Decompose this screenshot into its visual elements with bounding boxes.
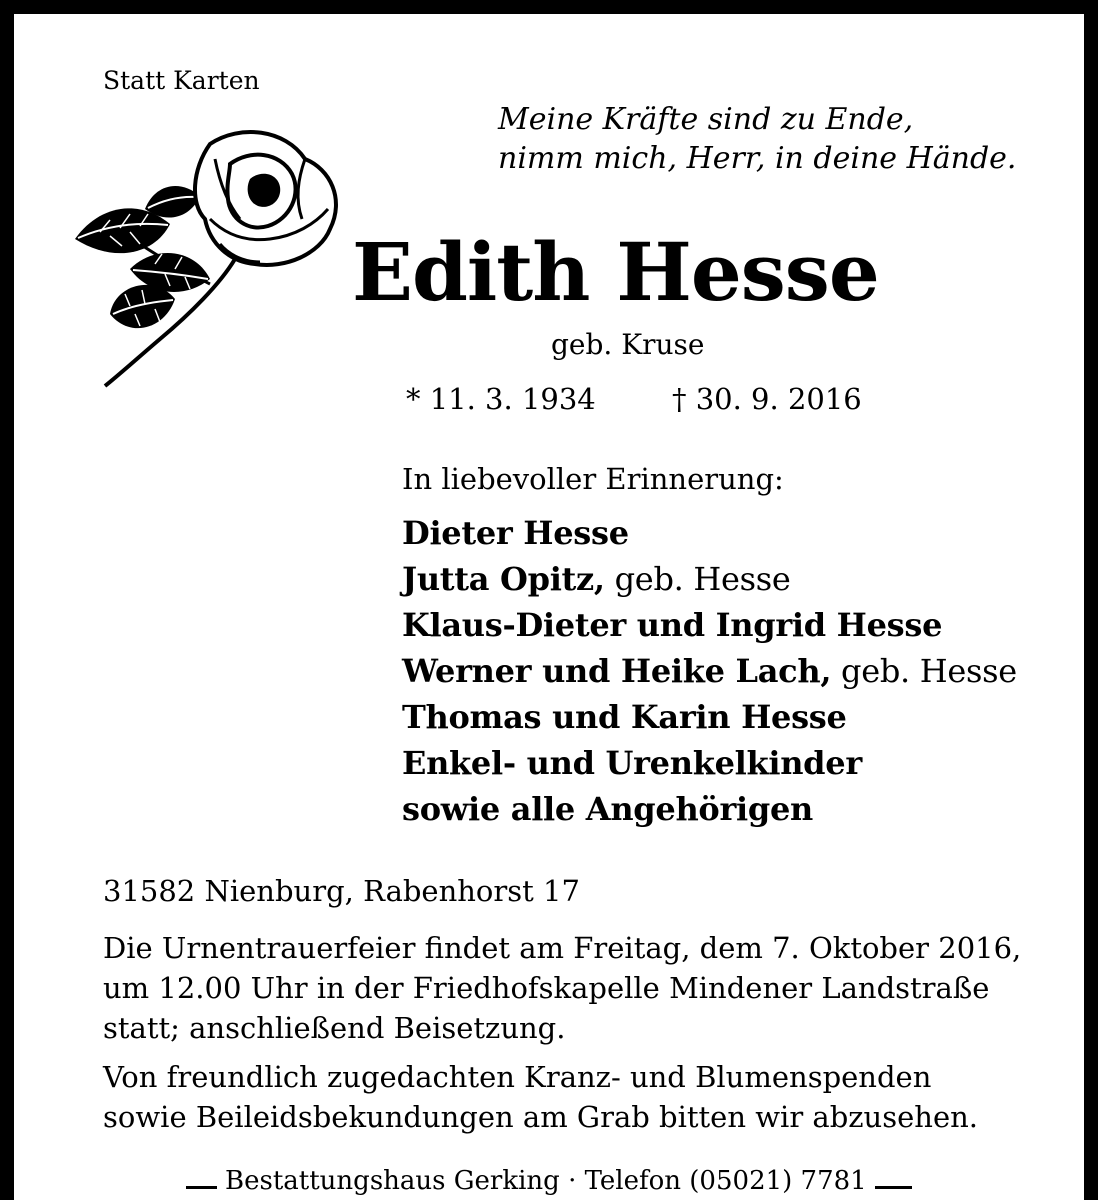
- death-date: † 30. 9. 2016: [672, 382, 862, 416]
- ceremony-paragraph: [103, 928, 1023, 1048]
- mourner-name: Enkel- und Urenkelkinder: [402, 744, 862, 782]
- address: 31582 Nienburg, Rabenhorst 17: [103, 874, 580, 908]
- mourner-name: Thomas und Karin Hesse: [402, 698, 847, 736]
- ceremony-line-1: Die Urnentrauerfeier findet am Freitag, dem 7. Oktober 2016,: [103, 931, 1022, 965]
- request-line-1: Von freundlich zugedachten Kranz- und Blumenspenden: [103, 1060, 932, 1094]
- birth-date: * 11. 3. 1934: [406, 382, 596, 416]
- funeral-home-footer: Bestattungshaus Gerking · Telefon (05021) 7781: [217, 1166, 875, 1196]
- mourner-name: sowie alle Angehörigen: [402, 790, 813, 828]
- mourner-row: [402, 602, 1017, 648]
- mourners-list: [402, 510, 1017, 832]
- motto-line-2: nimm mich, Herr, in deine Hände.: [498, 141, 1017, 176]
- rose-icon: [70, 124, 350, 394]
- mourner-name: Jutta Opitz,: [402, 560, 605, 598]
- mourner-row: [402, 694, 1017, 740]
- request-paragraph: [103, 1057, 1023, 1137]
- motto-line-1: Meine Kräfte sind zu Ende,: [498, 102, 914, 137]
- deceased-name: Edith Hesse: [352, 225, 879, 319]
- ceremony-line-3: statt; anschließend Beisetzung.: [103, 1011, 566, 1045]
- mourner-row: [402, 786, 1017, 832]
- mourner-note: geb. Hesse: [604, 560, 791, 598]
- mourner-name: Werner und Heike Lach,: [402, 652, 832, 690]
- mourner-row: [402, 740, 1017, 786]
- mourner-row: [402, 648, 1017, 694]
- mourner-row: [402, 510, 1017, 556]
- request-line-2: sowie Beileidsbekundungen am Grab bitten wir abzusehen.: [103, 1100, 978, 1134]
- motto-verse: [498, 100, 1016, 178]
- mourner-name: Klaus-Dieter und Ingrid Hesse: [402, 606, 943, 644]
- maiden-name: geb. Kruse: [551, 328, 705, 361]
- mourner-row: [402, 556, 1017, 602]
- statt-karten-label: Statt Karten: [103, 66, 260, 95]
- remembrance-intro: In liebevoller Erinnerung:: [402, 462, 784, 496]
- ceremony-line-2: um 12.00 Uhr in der Friedhofskapelle Mindener Landstraße: [103, 971, 990, 1005]
- mourner-name: Dieter Hesse: [402, 514, 629, 552]
- mourner-note: geb. Hesse: [831, 652, 1017, 690]
